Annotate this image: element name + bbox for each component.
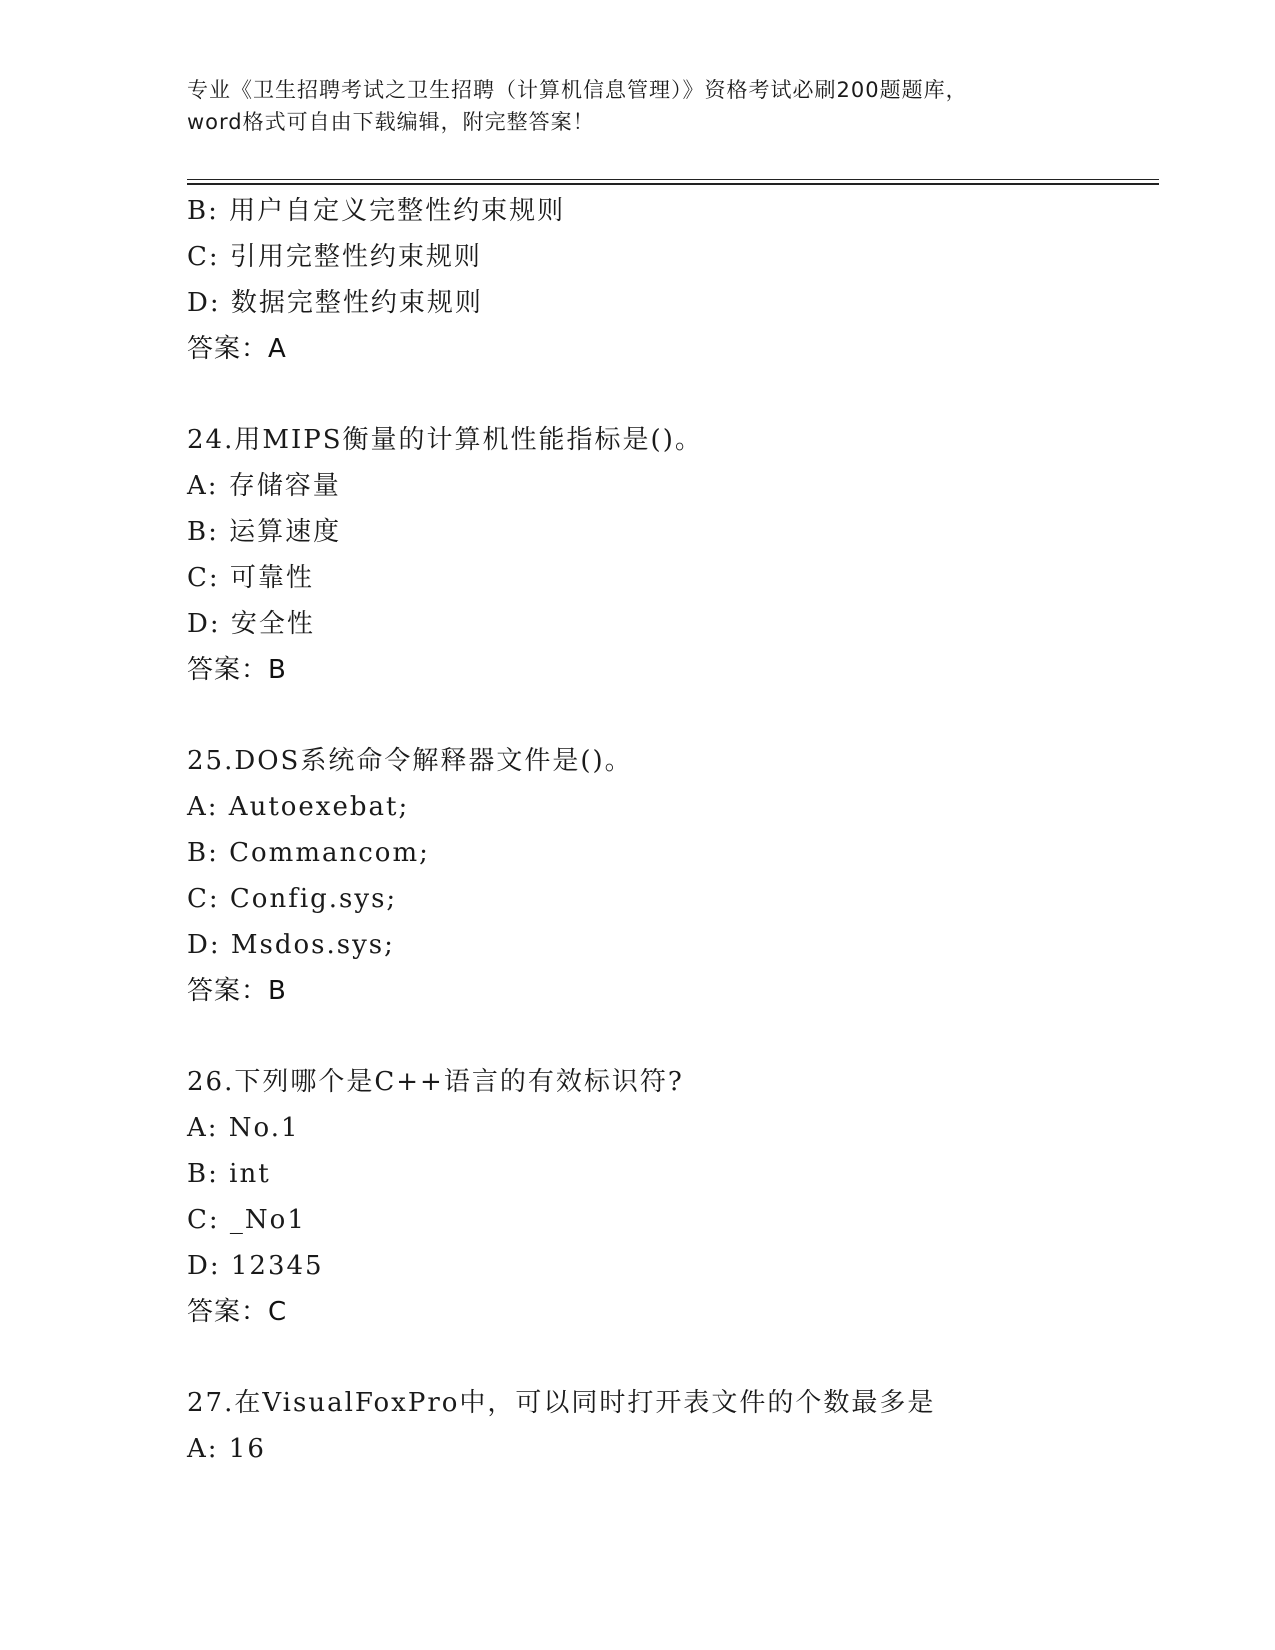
option-c: C: Config.sys;: [187, 884, 398, 914]
header-divider-thin: [187, 179, 1159, 180]
header-title-line-2: word格式可自由下载编辑，附完整答案！: [187, 110, 595, 134]
question-stem: 27.在VisualFoxPro中，可以同时打开表文件的个数最多是: [187, 1388, 936, 1418]
question-25: [187, 738, 1147, 1014]
question-27: [187, 1380, 1147, 1472]
option-a: A: No.1: [187, 1113, 300, 1143]
question-24: [187, 417, 1147, 693]
header-title-line-1: 专业《卫生招聘考试之卫生招聘（计算机信息管理）》资格考试必刷200题题库，: [187, 78, 968, 102]
question-26: [187, 1059, 1147, 1335]
answer-line: 答案：B: [187, 655, 287, 685]
option-d: D: 12345: [187, 1251, 324, 1281]
option-b: B: 运算速度: [187, 517, 342, 547]
question-spacer: [187, 1014, 1147, 1059]
option-b: B: 用户自定义完整性约束规则: [187, 196, 566, 226]
option-a: A: 存储容量: [187, 471, 341, 501]
option-a: A: Autoexebat;: [187, 792, 410, 822]
option-d: D: 安全性: [187, 609, 315, 639]
option-c: C: 引用完整性约束规则: [187, 242, 482, 272]
document-header: [187, 74, 1087, 138]
question-spacer: [187, 693, 1147, 738]
answer-line: 答案：A: [187, 334, 287, 364]
question-23-continued: [187, 188, 1147, 372]
option-d: D: 数据完整性约束规则: [187, 288, 483, 318]
question-spacer: [187, 372, 1147, 417]
header-divider-thick: [187, 183, 1159, 185]
option-c: C: _No1: [187, 1205, 306, 1235]
option-a: A: 16: [187, 1434, 266, 1464]
question-spacer: [187, 1335, 1147, 1380]
option-c: C: 可靠性: [187, 563, 314, 593]
option-b: B: Commancom;: [187, 838, 430, 868]
question-stem: 25.DOS系统命令解释器文件是()。: [187, 746, 633, 776]
option-b: B: int: [187, 1159, 271, 1189]
question-stem: 26.下列哪个是C++语言的有效标识符?: [187, 1067, 684, 1097]
question-list: [187, 188, 1147, 1472]
answer-line: 答案：B: [187, 976, 287, 1006]
answer-line: 答案：C: [187, 1297, 288, 1327]
question-stem: 24.用MIPS衡量的计算机性能指标是()。: [187, 425, 703, 455]
option-d: D: Msdos.sys;: [187, 930, 395, 960]
